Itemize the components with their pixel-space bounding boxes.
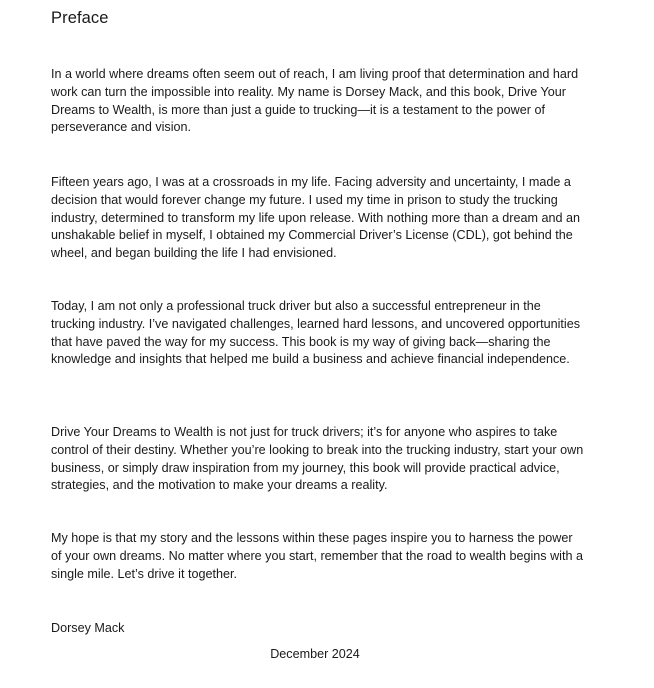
date-line: December 2024 xyxy=(270,647,360,661)
paragraph-today: Today, I am not only a professional truck driver but also a successful entrepreneur in the trucking industry. I’ve navigated challenges, learned hard lessons, and uncovered opportunities that have paved the way for my success. This book is my way of giving back—sharing the knowledge and insights that helped me build a business and achieve financial independence. xyxy=(51,299,581,367)
paragraph-intro: In a world where dreams often seem out of reach, I am living proof that determination and hard work can turn the impossible into reality. My name is Dorsey Mack, and this book, Drive Your Dreams to Wealth, is more than just a guide to trucking—it is a testament to the power of perseverance and vision. xyxy=(51,67,579,135)
paragraph-audience: Drive Your Dreams to Wealth is not just for truck drivers; it’s for anyone who aspires to take control of their destiny. Whether you’re looking to break into the trucking industry, start your own business, or simply draw inspiration from my journey, this book will provide practical advice, strategies, and the motivation to make your dreams a reality. xyxy=(51,425,584,493)
paragraph-background: Fifteen years ago, I was at a crossroads in my life. Facing adversity and uncertainty, I made a decision that would forever change my future. I used my time in prison to study the trucking industry, determined to transform my life upon release. With nothing more than a dream and an unshakable belief in myself, I obtained my Commercial Driver’s License (CDL), got behind the wheel, and began building the life I had envisioned. xyxy=(51,175,580,261)
paragraph-closing: My hope is that my story and the lessons within these pages inspire you to harness the power of your own dreams. No matter where you start, remember that the road to wealth begins with a single mile. Let’s drive it together. xyxy=(51,531,583,581)
author-signature: Dorsey Mack xyxy=(51,621,125,635)
page-title: Preface xyxy=(51,9,109,27)
